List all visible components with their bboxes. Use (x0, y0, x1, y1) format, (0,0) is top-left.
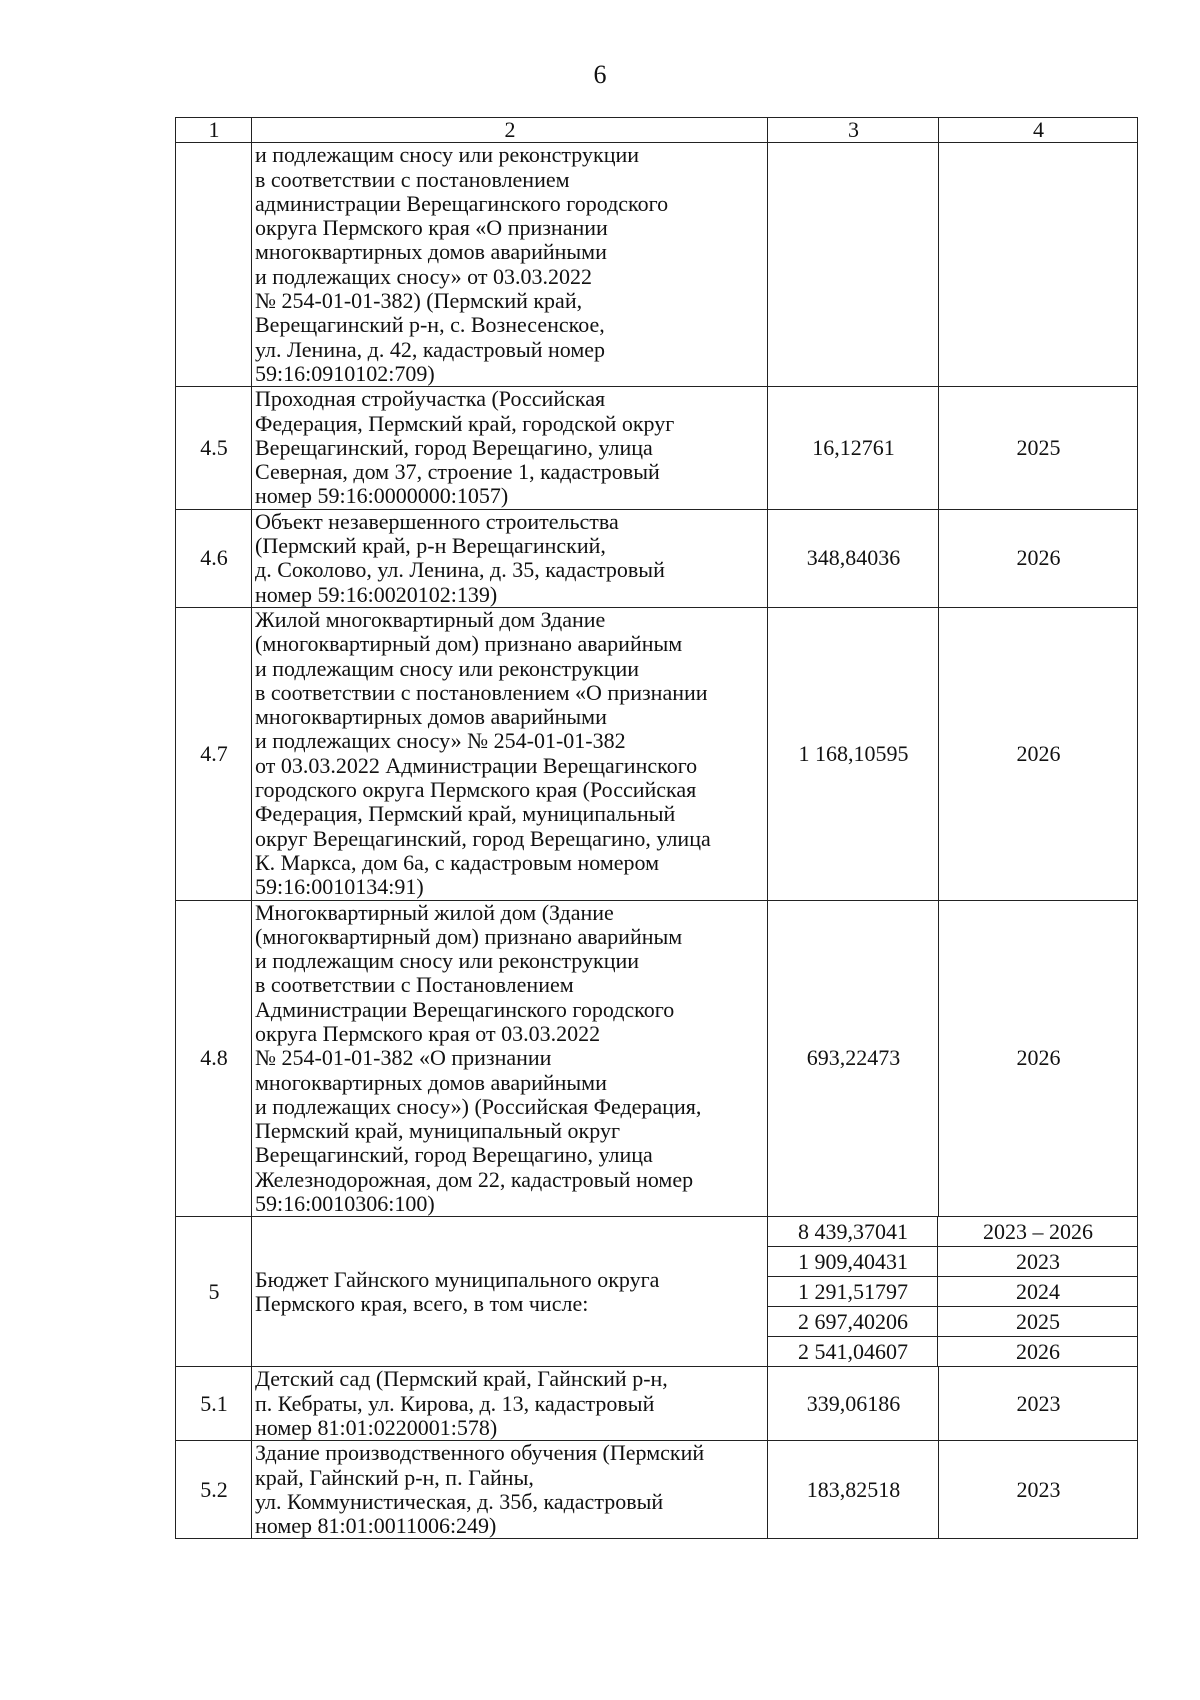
row-amount: 339,06186 (768, 1367, 939, 1441)
row-year: 2026 (939, 607, 1138, 900)
row-number: 4.7 (176, 607, 252, 900)
budget-line (768, 1307, 1137, 1337)
budget-line-year: 2023 – 2026 (938, 1217, 1138, 1247)
description-line: округ Верещагинский, город Верещагино, улица (255, 825, 711, 851)
budget-line (768, 1277, 1137, 1307)
description-line: Жилой многоквартирный дом Здание (255, 606, 606, 632)
description-line: многоквартирных домов аварийными (255, 1069, 607, 1095)
description-line: и подлежащим сносу или реконструкции (255, 655, 640, 681)
row-amount: 348,84036 (768, 509, 939, 607)
description-line: округа Пермского края от 03.03.2022 (255, 1020, 601, 1046)
description-line: ул. Коммунистическая, д. 35б, кадастровый (255, 1488, 664, 1514)
description-line: Верещагинский, город Верещагино, улица (255, 434, 653, 460)
description-line: многоквартирных домов аварийными (255, 704, 607, 730)
row-description-text (255, 143, 765, 386)
description-line: Северная, дом 37, строение 1, кадастровый (255, 459, 660, 485)
row-description (252, 387, 768, 509)
description-line: номер 81:01:0220001:578) (255, 1414, 498, 1440)
row-description-text (255, 510, 765, 607)
budget-line (768, 1217, 1137, 1247)
row-description (252, 1441, 768, 1539)
row-description-text (255, 1367, 765, 1440)
row-description-text (255, 1268, 765, 1317)
description-line: 59:16:0010306:100) (255, 1191, 435, 1217)
description-line: Пермский край, муниципальный округ (255, 1118, 620, 1144)
description-line: в соответствии с Постановлением (255, 972, 574, 998)
table-row (176, 607, 1138, 900)
row-number (176, 143, 252, 387)
table-row (176, 143, 1138, 387)
budget-line (768, 1337, 1137, 1367)
row-number: 5 (176, 1217, 252, 1367)
row-description (252, 607, 768, 900)
description-line: Проходная стройучастка (Российская (255, 386, 606, 412)
header-col-2: 2 (252, 118, 768, 143)
budget-line-amount: 2 541,04607 (768, 1337, 938, 1367)
row-description (252, 509, 768, 607)
budget-line-amount: 2 697,40206 (768, 1307, 938, 1337)
budget-line-year: 2025 (938, 1307, 1138, 1337)
description-line: Объект незавершенного строительства (255, 508, 619, 534)
description-line: номер 59:16:0020102:139) (255, 581, 498, 607)
description-line: Пермского края, всего, в том числе: (255, 1290, 589, 1316)
row-amount: 693,22473 (768, 900, 939, 1217)
description-line: ул. Ленина, д. 42, кадастровый номер (255, 336, 606, 362)
description-line: край, Гайнский р-н, п. Гайны, (255, 1464, 534, 1490)
row-number: 5.2 (176, 1441, 252, 1539)
table-row (176, 900, 1138, 1217)
description-line: Бюджет Гайнского муниципального округа (255, 1266, 660, 1292)
row-description-text (255, 901, 765, 1217)
description-line: в соответствии с постановлением «О признании (255, 679, 708, 705)
row-description-text (255, 608, 765, 900)
budget-line-amount: 8 439,37041 (768, 1217, 938, 1247)
row-amount: 1 168,10595 (768, 607, 939, 900)
description-line: п. Кебраты, ул. Кирова, д. 13, кадастровый (255, 1390, 655, 1416)
budget-line-amount: 1 291,51797 (768, 1277, 938, 1307)
description-line: многоквартирных домов аварийными (255, 239, 607, 265)
description-line: № 254-01-01-382) (Пермский край, (255, 288, 583, 314)
table-header-row (176, 118, 1138, 143)
description-line: округа Пермского края «О признании (255, 215, 608, 241)
description-line: Многоквартирный жилой дом (Здание (255, 899, 614, 925)
row-number: 4.8 (176, 900, 252, 1217)
row-description-text (255, 1441, 765, 1538)
header-col-1: 1 (176, 118, 252, 143)
description-line: городского округа Пермского края (Российская (255, 777, 697, 803)
row-number: 5.1 (176, 1367, 252, 1441)
table-row (176, 509, 1138, 607)
description-line: и подлежащих сносу» № 254-01-01-382 (255, 728, 626, 754)
row-number: 4.5 (176, 387, 252, 509)
description-line: (Пермский край, р-н Верещагинский, (255, 533, 606, 559)
description-line: номер 81:01:0011006:249) (255, 1513, 497, 1539)
budget-line-year: 2026 (1016, 1338, 1060, 1364)
description-line: (многоквартирный дом) признано аварийным (255, 631, 683, 657)
description-line: Администрации Верещагинского городского (255, 996, 675, 1022)
description-line: номер 59:16:0000000:1057) (255, 483, 509, 509)
description-line: Детский сад (Пермский край, Гайнский р-н, (255, 1366, 668, 1392)
description-line: от 03.03.2022 Администрации Верещагинского (255, 752, 698, 778)
row-description (252, 143, 768, 387)
description-line: (многоквартирный дом) признано аварийным (255, 923, 683, 949)
table-row (176, 1441, 1138, 1539)
table-row (176, 1367, 1138, 1441)
description-line: администрации Верещагинского городского (255, 190, 669, 216)
row-year (939, 143, 1138, 387)
budget-table (175, 117, 1138, 1539)
row-year: 2025 (939, 387, 1138, 509)
row-amount (768, 143, 939, 387)
description-line: и подлежащим сносу или реконструкции (255, 142, 640, 168)
row-amount: 16,12761 (768, 387, 939, 509)
row-year: 2023 (939, 1441, 1138, 1539)
row-amount: 183,82518 (768, 1441, 939, 1539)
header-col-3: 3 (768, 118, 939, 143)
row-description (252, 900, 768, 1217)
description-line: Федерация, Пермский край, муниципальный (255, 801, 676, 827)
row-year: 2026 (939, 509, 1138, 607)
budget-line-year: 2024 (938, 1277, 1138, 1307)
budget-line-year: 2023 (938, 1247, 1138, 1277)
description-line: К. Маркса, дом 6а, с кадастровым номером (255, 849, 660, 875)
row-year: 2023 (939, 1367, 1138, 1441)
row-description (252, 1367, 768, 1441)
budget-breakdown (768, 1217, 1138, 1367)
description-line: Верещагинский, город Верещагино, улица (255, 1142, 653, 1168)
row-description-text (255, 387, 765, 508)
header-col-4: 4 (939, 118, 1138, 143)
budget-line (768, 1247, 1137, 1277)
description-line: Здание производственного обучения (Пермский (255, 1440, 705, 1466)
table-row (176, 387, 1138, 509)
description-line: и подлежащим сносу или реконструкции (255, 948, 640, 974)
row-number: 4.6 (176, 509, 252, 607)
description-line: 59:16:0910102:709) (255, 360, 435, 386)
description-line: Железнодорожная, дом 22, кадастровый номер (255, 1166, 694, 1192)
description-line: Верещагинский р-н, с. Вознесенское, (255, 312, 605, 338)
description-line: и подлежащих сносу» от 03.03.2022 (255, 263, 592, 289)
budget-breakdown-table (768, 1217, 1137, 1366)
budget-line-amount: 1 909,40431 (768, 1247, 938, 1277)
row-year: 2026 (939, 900, 1138, 1217)
row-description (252, 1217, 768, 1367)
budget-total-row (176, 1217, 1138, 1367)
description-line: в соответствии с постановлением (255, 166, 570, 192)
description-line: № 254-01-01-382 «О признании (255, 1045, 552, 1071)
description-line: 59:16:0010134:91) (255, 874, 424, 900)
description-line: Федерация, Пермский край, городской округ (255, 410, 675, 436)
description-line: и подлежащих сносу») (Российская Федерация, (255, 1093, 702, 1119)
description-line: д. Соколово, ул. Ленина, д. 35, кадастровый (255, 557, 665, 583)
page-number: 6 (593, 60, 607, 89)
